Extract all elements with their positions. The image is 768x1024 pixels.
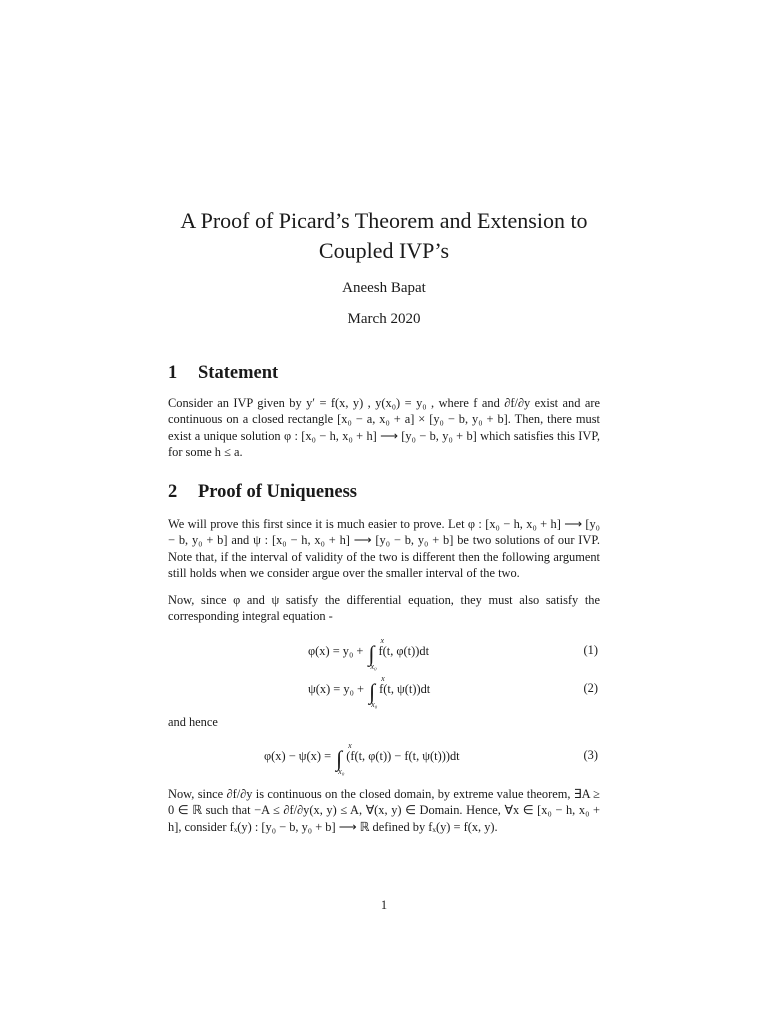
integral-upper-limit: x (381, 674, 385, 683)
author-name: Aneesh Bapat (342, 280, 426, 296)
integral-upper-limit: x (380, 636, 385, 645)
publication-date: March 2020 (347, 311, 421, 327)
integral-lower-limit: x₀ (370, 662, 377, 671)
equation-integrand: f(t, φ(t))dt (378, 644, 430, 658)
integral-upper-limit: x (348, 741, 352, 750)
equation-lhs: ψ(x) = y₀ + (308, 682, 368, 696)
uniqueness-paragraph-3: Now, since ∂f/∂y is continuous on the closed domain, by extreme value theorem, ∃A ≥ 0 ∈ ℝ such that −A ≤ ∂f/∂y(x, y) ≤ A, ∀(x, y) ∈ Domain. Hence, ∀x ∈ [x₀ − h, x₀ + h], consider fₓ(y) : [y₀ − b, y₀ + b] ⟶ ℝ defined by fₓ(y) = f(x, y). (168, 787, 600, 834)
equation-number: (2) (583, 681, 598, 695)
section-heading-uniqueness (168, 482, 357, 503)
uniqueness-paragraph-2: Now, since φ and ψ satisfy the differential equation, they must also satisfy the corresponding integral equation - (168, 593, 600, 624)
equation-integrand: (f(t, φ(t)) − f(t, ψ(t)))dt (346, 749, 460, 763)
equation-number: (3) (583, 748, 598, 762)
title-line-1: A Proof of Picard’s Theorem and Extension to (180, 208, 588, 233)
section-title: Proof of Uniqueness (198, 482, 357, 502)
uniqueness-paragraph-1: We will prove this first since it is much easier to prove. Let φ : [x₀ − h, x₀ + h] ⟶ [y₀ − b, y₀ + b] and ψ : [x₀ − h, x₀ + h] ⟶ [y₀ − b, y₀ + b] be two solutions of our IVP. Note that, if the interval of validity of the two is different then the following argument still holds when we consider argue over the smaller interval of the two. (168, 517, 600, 581)
title-line-2: Coupled IVP’s (318, 238, 450, 263)
and-hence-text: and hence (168, 715, 218, 729)
section-number: 1 (168, 363, 178, 383)
integral-lower-limit: x₀ (371, 700, 378, 709)
equation-lhs: φ(x) − ψ(x) = (264, 749, 335, 763)
paper-title (150, 206, 618, 266)
equation-body (264, 741, 460, 776)
equation-body (308, 674, 431, 709)
section-number: 2 (168, 482, 178, 502)
integral-sign: ∫ x x₀ (369, 674, 385, 709)
page-number: 1 (380, 898, 388, 912)
section-heading-statement (168, 363, 278, 384)
equation-body (308, 636, 430, 671)
statement-paragraph: Consider an IVP given by y′ = f(x, y) , y(x₀) = y₀ , where f and ∂f/∂y exist and are continuous on a closed rectangle [x₀ − a, x₀ + a] × [y₀ − b, y₀ + b]. Then, there must exist a unique solution φ : [x₀ − h, x₀ + h] ⟶ [y₀ − b, y₀ + b] which satisfies this IVP, for some h ≤ a. (168, 396, 600, 460)
equation-number: (1) (583, 643, 598, 657)
integral-lower-limit: x₀ (338, 767, 345, 776)
equation-3 (168, 741, 600, 776)
integral-sign: ∫ x x₀ (336, 741, 352, 776)
integral-sign: ∫ x x₀ (368, 636, 385, 671)
equation-integrand: f(t, ψ(t))dt (379, 682, 431, 696)
equation-1 (168, 636, 600, 671)
equation-lhs: φ(x) = y₀ + (308, 644, 367, 658)
section-title: Statement (198, 363, 279, 383)
equation-2 (168, 674, 600, 709)
